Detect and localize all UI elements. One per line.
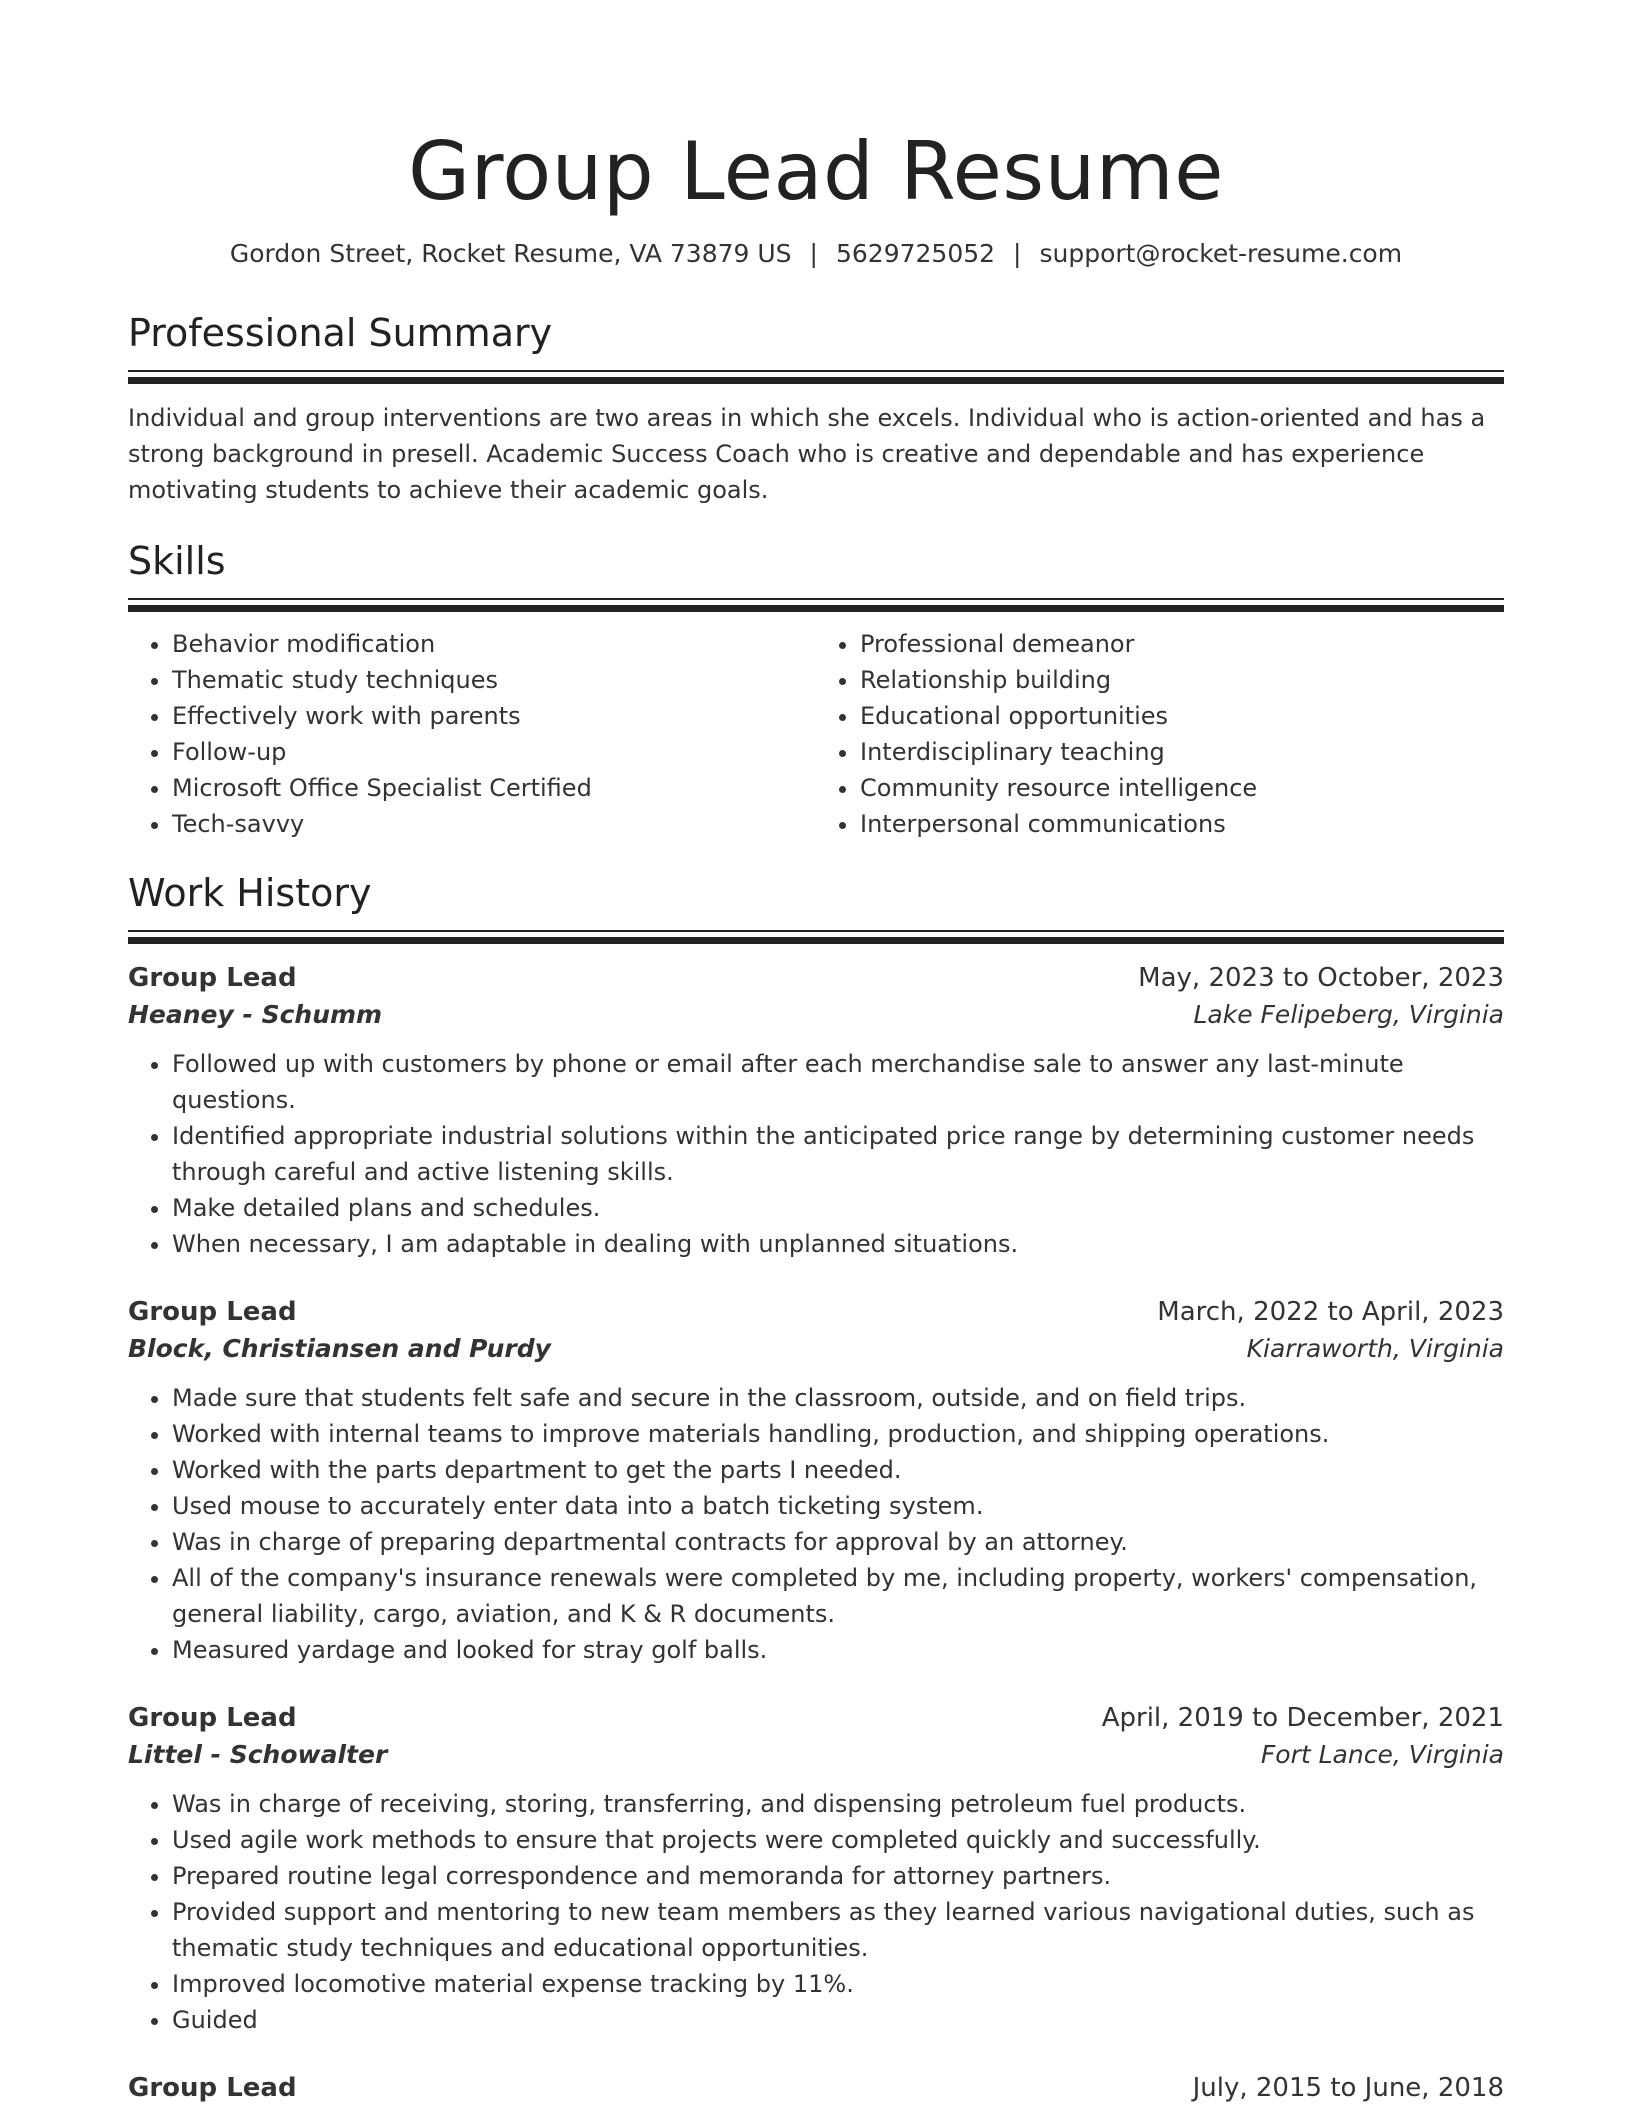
skill-item: • Community resource intelligence: [860, 770, 1504, 806]
job-header: [128, 960, 1504, 996]
skill-item: • Behavior modification: [172, 626, 816, 662]
job-bullet: • All of the company's insurance renewals were completed by me, including property, workers' compensation, general liability, cargo, aviation, and K & R documents.: [172, 1560, 1504, 1632]
job-bullet: • Followed up with customers by phone or email after each merchandise sale to answer any last-minute questions.: [172, 1046, 1504, 1118]
job-bullet: • Identified appropriate industrial solutions within the anticipated price range by determining customer needs through careful and active listening skills.: [172, 1118, 1504, 1190]
job-bullet: • When necessary, I am adaptable in dealing with unplanned situations.: [172, 1226, 1504, 1262]
job-subheader: [128, 996, 1504, 1034]
skill-item: • Interdisciplinary teaching: [860, 734, 1504, 770]
contact-line: [128, 238, 1504, 270]
job-title: Group Lead: [128, 1297, 297, 1327]
job-title: Group Lead: [128, 2073, 297, 2103]
job-title: Group Lead: [128, 1703, 297, 1733]
skills-section: [128, 538, 1504, 842]
section-divider: [128, 930, 1504, 944]
job-subheader: [128, 1330, 1504, 1368]
section-title-summary: Professional Summary: [128, 311, 553, 355]
job-dates: May, 2023 to October, 2023: [1138, 963, 1504, 993]
job-bullet: • Was in charge of preparing departmental contracts for approval by an attorney.: [172, 1524, 1504, 1560]
resume-page: [128, 0, 1504, 2106]
skill-item: • Tech-savvy: [172, 806, 816, 842]
job-header: [128, 2070, 1504, 2106]
job-bullets: [128, 1380, 1504, 1668]
job-bullet: • Worked with internal teams to improve materials handling, production, and shipping operations.: [172, 1416, 1504, 1452]
job-bullets: [128, 1786, 1504, 2038]
job-title: Group Lead: [128, 963, 297, 993]
skills-list-left: [128, 626, 816, 842]
skill-item: • Thematic study techniques: [172, 662, 816, 698]
skills-list-right: [816, 626, 1504, 842]
job-location: Fort Lance, Virginia: [1260, 1740, 1504, 1769]
job-bullet: • Prepared routine legal correspondence and memoranda for attorney partners.: [172, 1858, 1504, 1894]
job-bullet: • Provided support and mentoring to new team members as they learned various navigational duties, such as thematic study techniques and educational opportunities.: [172, 1894, 1504, 1966]
summary-section: [128, 310, 1504, 508]
section-divider: [128, 370, 1504, 384]
job-location: Kiarraworth, Virginia: [1246, 1334, 1504, 1363]
skill-item: • Effectively work with parents: [172, 698, 816, 734]
job-entry: [128, 1700, 1504, 2038]
skills-columns: [128, 626, 1504, 842]
job-subheader: [128, 1736, 1504, 1774]
job-bullet: • Used agile work methods to ensure that projects were completed quickly and successfully.: [172, 1822, 1504, 1858]
job-dates: March, 2022 to April, 2023: [1157, 1297, 1504, 1327]
job-location: Lake Felipeberg, Virginia: [1193, 1000, 1504, 1029]
skill-item: • Microsoft Office Specialist Certified: [172, 770, 816, 806]
contact-separator: |: [809, 239, 818, 268]
job-header: [128, 1294, 1504, 1330]
section-title-skills: Skills: [128, 539, 226, 583]
contact-phone: 5629725052: [835, 239, 996, 268]
contact-address: Gordon Street, Rocket Resume, VA 73879 US: [229, 239, 792, 268]
work-history-section: [128, 870, 1504, 2106]
job-bullet: • Guided: [172, 2002, 1504, 2038]
job-dates: July, 2015 to June, 2018: [1192, 2073, 1504, 2103]
summary-text: Individual and group interventions are two areas in which she excels. Individual who is action-oriented and has a strong background in presell. Academic Success Coach who is creative and dependable and has experience motivating students to achieve their academic goals.: [128, 404, 1486, 504]
job-company: Block, Christiansen and Purdy: [128, 1334, 551, 1363]
job-entry: [128, 960, 1504, 1262]
job-header: [128, 1700, 1504, 1736]
job-bullet: • Used mouse to accurately enter data into a batch ticketing system.: [172, 1488, 1504, 1524]
resume-title: Group Lead Resume: [408, 125, 1224, 218]
contact-separator: |: [1013, 239, 1022, 268]
section-divider: [128, 598, 1504, 612]
contact-email: support@rocket-resume.com: [1039, 239, 1403, 268]
job-bullet: • Improved locomotive material expense tracking by 11%.: [172, 1966, 1504, 2002]
job-entry: [128, 2070, 1504, 2106]
job-company: Heaney - Schumm: [128, 1000, 383, 1029]
skill-item: • Professional demeanor: [860, 626, 1504, 662]
skill-item: • Interpersonal communications: [860, 806, 1504, 842]
job-bullets: [128, 1046, 1504, 1262]
skill-item: • Relationship building: [860, 662, 1504, 698]
job-bullet: • Was in charge of receiving, storing, transferring, and dispensing petroleum fuel products.: [172, 1786, 1504, 1822]
job-bullet: • Make detailed plans and schedules.: [172, 1190, 1504, 1226]
skill-item: • Educational opportunities: [860, 698, 1504, 734]
skill-item: • Follow-up: [172, 734, 816, 770]
job-bullet: • Measured yardage and looked for stray golf balls.: [172, 1632, 1504, 1668]
job-bullet: • Worked with the parts department to get the parts I needed.: [172, 1452, 1504, 1488]
job-entry: [128, 1294, 1504, 1668]
job-bullet: • Made sure that students felt safe and secure in the classroom, outside, and on field trips.: [172, 1380, 1504, 1416]
section-title-work-history: Work History: [128, 871, 372, 915]
job-dates: April, 2019 to December, 2021: [1101, 1703, 1504, 1733]
job-company: Littel - Schowalter: [128, 1740, 388, 1769]
